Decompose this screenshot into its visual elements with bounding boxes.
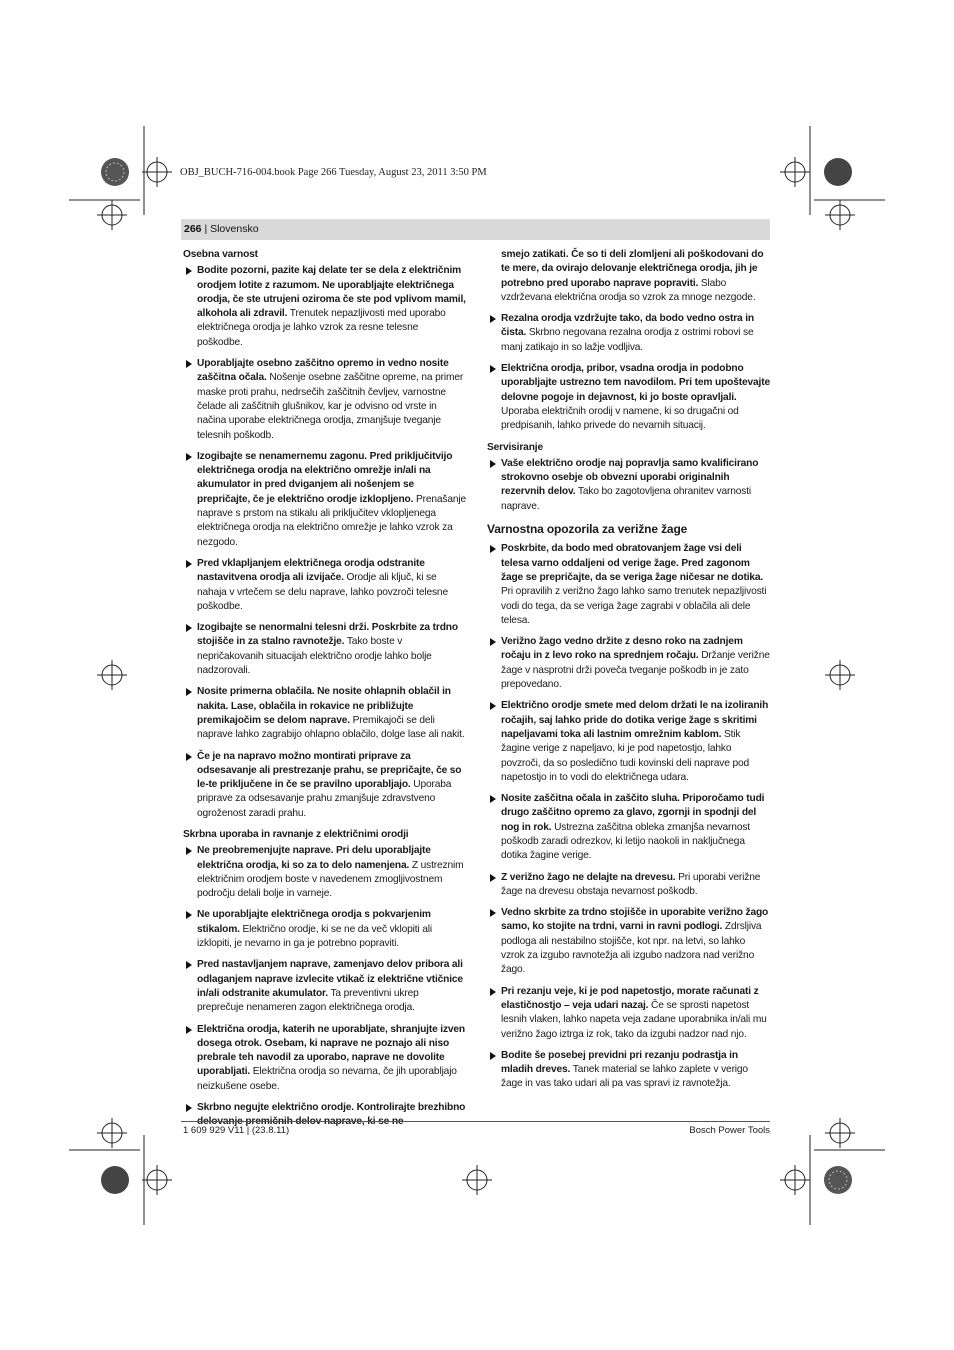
bullet-arrow-icon xyxy=(186,847,192,855)
item-text: Prenašanje naprave s prstom na stikalu ali priključitev vklopljenega električnega orodja na električno omrežje je lahko vzrok za nezgodo. xyxy=(197,493,467,548)
bullet-arrow-icon xyxy=(490,702,496,710)
list-item xyxy=(183,908,466,951)
footer-brand: Bosch Power Tools xyxy=(689,1125,770,1136)
subheading-careful-use: Skrbna uporaba in ravnanje z električnimi orodji xyxy=(183,828,409,840)
item-text: Držanje verižne žage v nasprotni drži poveča tveganje poškodb in je zato prepovedano. xyxy=(501,650,770,691)
item-bold: Nosite zaščitna očala in zaščito sluha. Priporočamo tudi drugo zaščitno opremo za glavo, zgornji in spodnji del nog in rok. xyxy=(501,793,765,833)
bullet-arrow-icon xyxy=(490,874,496,882)
bullet-arrow-icon xyxy=(186,267,192,275)
footer-divider xyxy=(181,1121,770,1122)
subheading-personal-safety: Osebna varnost xyxy=(183,249,258,260)
item-text: Skrbno negovana rezalna orodja z ostrimi robovi se manj zatikajo in so lažje vodljiva. xyxy=(501,327,754,353)
list-item xyxy=(487,871,770,900)
bullet-arrow-icon xyxy=(186,911,192,919)
list-item xyxy=(183,844,466,901)
print-info-line: OBJ_BUCH-716-004.book Page 266 Tuesday, August 23, 2011 3:50 PM xyxy=(180,167,487,178)
header-language: Slovensko xyxy=(210,223,259,235)
list-item xyxy=(183,450,466,550)
item-bold: Pred nastavljanjem naprave, zamenjavo delov pribora ali odlaganjem naprave izvlecite vtikač iz električne vtičnice in/ali odstranite akumulator. xyxy=(197,959,463,999)
item-text: Uporaba električnih orodij v namene, ki so drugačni od predpisanih, lahko privede do nevarnih situacij. xyxy=(501,405,739,432)
list-item-continued xyxy=(487,248,770,305)
list-item xyxy=(183,958,466,1015)
list-item xyxy=(487,985,770,1042)
list-item xyxy=(183,750,466,821)
list-item xyxy=(183,557,466,614)
item-bold: Ne preobremenjujte naprave. Pri delu uporabljajte električna orodja, ki so za to delo namenjena. xyxy=(197,845,431,871)
left-column xyxy=(183,248,466,1137)
item-bold: Bodite še posebej previdni pri rezanju podrastja in mladih dreves. xyxy=(501,1049,738,1076)
item-bold: Poskrbite, da bodo med obratovanjem žage vsi deli telesa varno oddaljeni od verige žage. Pred zagonom žage se prepričajte, da se veriga žage ničesar ne dotika. xyxy=(501,543,764,583)
list-item xyxy=(487,906,770,977)
bullet-arrow-icon xyxy=(186,560,192,568)
item-bold: Pred vklapljanjem električnega orodja odstranite nastavitvena orodja ali izvijače. xyxy=(197,557,425,584)
bullet-arrow-icon xyxy=(490,795,496,803)
item-text: Tako boste v nepričakovanih situacijah električno orodje lahko bolje nadzorovali. xyxy=(197,636,432,677)
bullet-arrow-icon xyxy=(186,688,192,696)
item-text: Nošenje osebne zaščitne opreme, na primer maske proti prahu, nedrsečih zaščitnih čevljev, varnostne čelade ali zaščitnih glušnikov, kar je odvisno od vrste in načina uporabe električnega orodja, zmanjšuje tveganje telesnih poškodb. xyxy=(197,372,464,441)
item-text: Tako bo zagotovljena ohranitev varnosti naprave. xyxy=(501,486,752,512)
bullet-arrow-icon xyxy=(490,638,496,646)
bullet-arrow-icon xyxy=(186,753,192,761)
item-text: Slabo vzdrževana električna orodja so vzrok za mnoge nezgode. xyxy=(501,277,756,303)
bullet-arrow-icon xyxy=(186,624,192,632)
list-item xyxy=(487,362,770,433)
item-text: Tanek material se lahko zaplete v verigo žage in vas tako udari ali pa vas spravi iz ravnotežja. xyxy=(501,1064,748,1090)
page-header xyxy=(181,219,770,240)
item-bold: Izogibajte se nenamernemu zagonu. Pred priključitvijo električnega orodja na električno omrežje in/ali na akumulator in pred dviganjem ali nošenjem se prepričajte, če je električno orodje izklopljeno. xyxy=(197,450,453,505)
bullet-arrow-icon xyxy=(186,360,192,368)
item-bold: Z verižno žago ne delajte na drevesu. xyxy=(501,871,676,883)
item-bold: Pri rezanju veje, ki je pod napetostjo, morate računati z elastičnostjo – veja udari nazaj. xyxy=(501,985,759,1011)
item-text: Pri uporabi verižne žage na drevesu obstaja nevarnost poškodb. xyxy=(501,871,761,897)
item-text: Električna orodja so nevarna, če jih uporabljajo neizkušene osebe. xyxy=(197,1066,457,1092)
item-bold: Bodite pozorni, pazite kaj delate ter se dela z električnim orodjem lotite z razumom. Ne uporabljajte električnega orodja, če ste utrujeni oziroma če ste pod vplivom mamil, alkohola ali zdravil. xyxy=(197,265,466,320)
subheading-servicing: Servisiranje xyxy=(487,441,543,453)
list-item xyxy=(183,1023,466,1094)
item-bold: Nosite primerna oblačila. Ne nosite ohlapnih oblačil in nakita. Lase, oblačila in rokavice ne približujte premikajočim se delom naprave. xyxy=(197,686,451,726)
right-column xyxy=(487,248,770,1099)
bullet-arrow-icon xyxy=(490,315,496,323)
list-item xyxy=(183,621,466,678)
item-bold: smejo zatikati. Če so ti deli zlomljeni ali poškodovani do te mere, da ovirajo delovanje električnega orodja, jih je potrebno pred uporabo naprave popraviti. xyxy=(501,249,764,289)
list-item xyxy=(183,357,466,443)
bullet-arrow-icon xyxy=(490,545,496,553)
item-text: Orodje ali ključ, ki se nahaja v vrtečem se delu naprave, lahko povzroči telesne poškodbe. xyxy=(197,572,448,612)
item-text: Stik žagine verige z napeljavo, ki je pod napetostjo, lahko povzroči, da so posledično tudi kovinski deli naprave pod napetostjo in to vodi do električnega udara. xyxy=(501,728,749,783)
item-text: Električno orodje, ki se ne da več vklopiti ali izklopiti, je nevarno in ga je potrebno popraviti. xyxy=(197,923,432,950)
bullet-arrow-icon xyxy=(490,460,496,468)
list-item xyxy=(183,264,466,350)
bullet-arrow-icon xyxy=(186,1026,192,1034)
list-item xyxy=(183,685,466,742)
bullet-arrow-icon xyxy=(186,453,192,461)
item-bold: Uporabljajte osebno zaščitno opremo in vedno nosite zaščitna očala. xyxy=(197,358,449,384)
item-bold: Vedno skrbite za trdno stojišče in uporabite verižno žago samo, ko stojite na trdni, varni in ravni podlogi. xyxy=(501,907,769,933)
page-number: 266 xyxy=(184,223,202,235)
item-text: Trenutek nepazljivosti med uporabo električnega orodja je lahko vzrok za resne telesne poškodbe. xyxy=(197,308,446,348)
item-bold: Električna orodja, katerih ne uporabljate, shranjujte izven dosega otrok. Osebam, ki naprave ne poznajo ali niso prebrale teh navodil za uporabo, naprave ne dovolite uporabljati. xyxy=(197,1023,465,1078)
list-item xyxy=(487,699,770,785)
item-text: Zdrsljiva podloga ali nestabilno stojišče, kot npr. na letvi, so lahko vzrok za izgubo ravnotežja ali izgubo nadzora nad verižno žago. xyxy=(501,921,762,976)
bullet-arrow-icon xyxy=(490,365,496,373)
list-item xyxy=(487,635,770,692)
item-bold: Verižno žago vedno držite z desno roko na zadnjem ročaju in z levo roko na sprednjem ročaju. xyxy=(501,636,743,662)
item-bold: Skrbno negujte električno orodje. Kontrolirajte brezhibno xyxy=(197,1102,466,1114)
header-separator: | xyxy=(201,223,211,235)
list-item xyxy=(487,312,770,355)
footer-doc-number: 1 609 929 V11 | (23.8.11) xyxy=(183,1125,290,1136)
bullet-arrow-icon xyxy=(186,961,192,969)
item-text: Premikajoči se deli naprave lahko zagrabijo ohlapno oblačilo, dolge lase ali nakit. xyxy=(197,714,465,741)
item-text: Ustrezna zaščitna obleka zmanjša nevarnost poškodb zaradi odrezkov, ki letijo naokoli in naključnega dotika žagine verige. xyxy=(501,821,750,862)
list-item xyxy=(487,457,770,514)
item-bold: Izogibajte se nenormalni telesni drži. Poskrbite za trdno stojišče in za stalno ravnotežje. xyxy=(197,622,458,648)
item-text: Če se sprosti napetost lesnih vlaken, lahko napeta veja zadane uporabnika in/ali mu verižno žago iztrga iz rok, tako da izgubi nadzor nad njo. xyxy=(501,999,767,1040)
bullet-arrow-icon xyxy=(490,909,496,917)
item-bold: Rezalna orodja vzdržujte tako, da bodo vedno ostra in čista. xyxy=(501,313,755,339)
list-item xyxy=(487,792,770,863)
bullet-arrow-icon xyxy=(490,988,496,996)
item-bold: Ne uporabljajte električnega orodja s pokvarjenim stikalom. xyxy=(197,909,431,935)
item-text: Z ustreznim električnim orodjem boste v navedenem zmogljivostnem področju delali bolje in varneje. xyxy=(197,859,464,900)
item-text: Pri opravilih z verižno žago lahko samo trenutek nepazljivosti vodi do tega, da se veriga žage zagrabi v oblačila ali dele telesa. xyxy=(501,586,767,626)
item-bold: Vaše električno orodje naj popravlja samo kvalificirano strokovno osebje ob obvezni uporabi originalnih rezervnih delov. xyxy=(501,457,759,498)
item-bold: Če je na napravo možno montirati priprave za odsesavanje ali prestrezanje prahu, se prepričajte, če so le-te priključene in če se pravilno uporabljajo. xyxy=(197,750,462,791)
list-item xyxy=(487,542,770,628)
item-bold: Električno orodje smete med delom držati le na izoliranih ročajih, saj lahko pride do dotika verige žage s skritimi napeljavami toka ali lastnim omrežnim kablom. xyxy=(501,700,769,740)
list-item xyxy=(487,1049,770,1092)
bullet-arrow-icon xyxy=(186,1104,192,1112)
section-title-chainsaw-warnings: Varnostna opozorila za verižne žage xyxy=(487,522,688,537)
item-text: Uporaba priprave za odsesavanje prahu zmanjšuje zdravstveno ogroženost zaradi prahu. xyxy=(197,779,452,819)
item-bold: Električna orodja, pribor, vsadna orodja in podobno uporabljajte ustrezno tem navodilom. Pri tem upoštevajte delovne pogoje in dejavnost, ki jo boste opravljali. xyxy=(501,363,770,403)
bullet-arrow-icon xyxy=(490,1052,496,1060)
item-text: Ta preventivni ukrep preprečuje nenameren zagon električnega orodja. xyxy=(197,987,419,1014)
